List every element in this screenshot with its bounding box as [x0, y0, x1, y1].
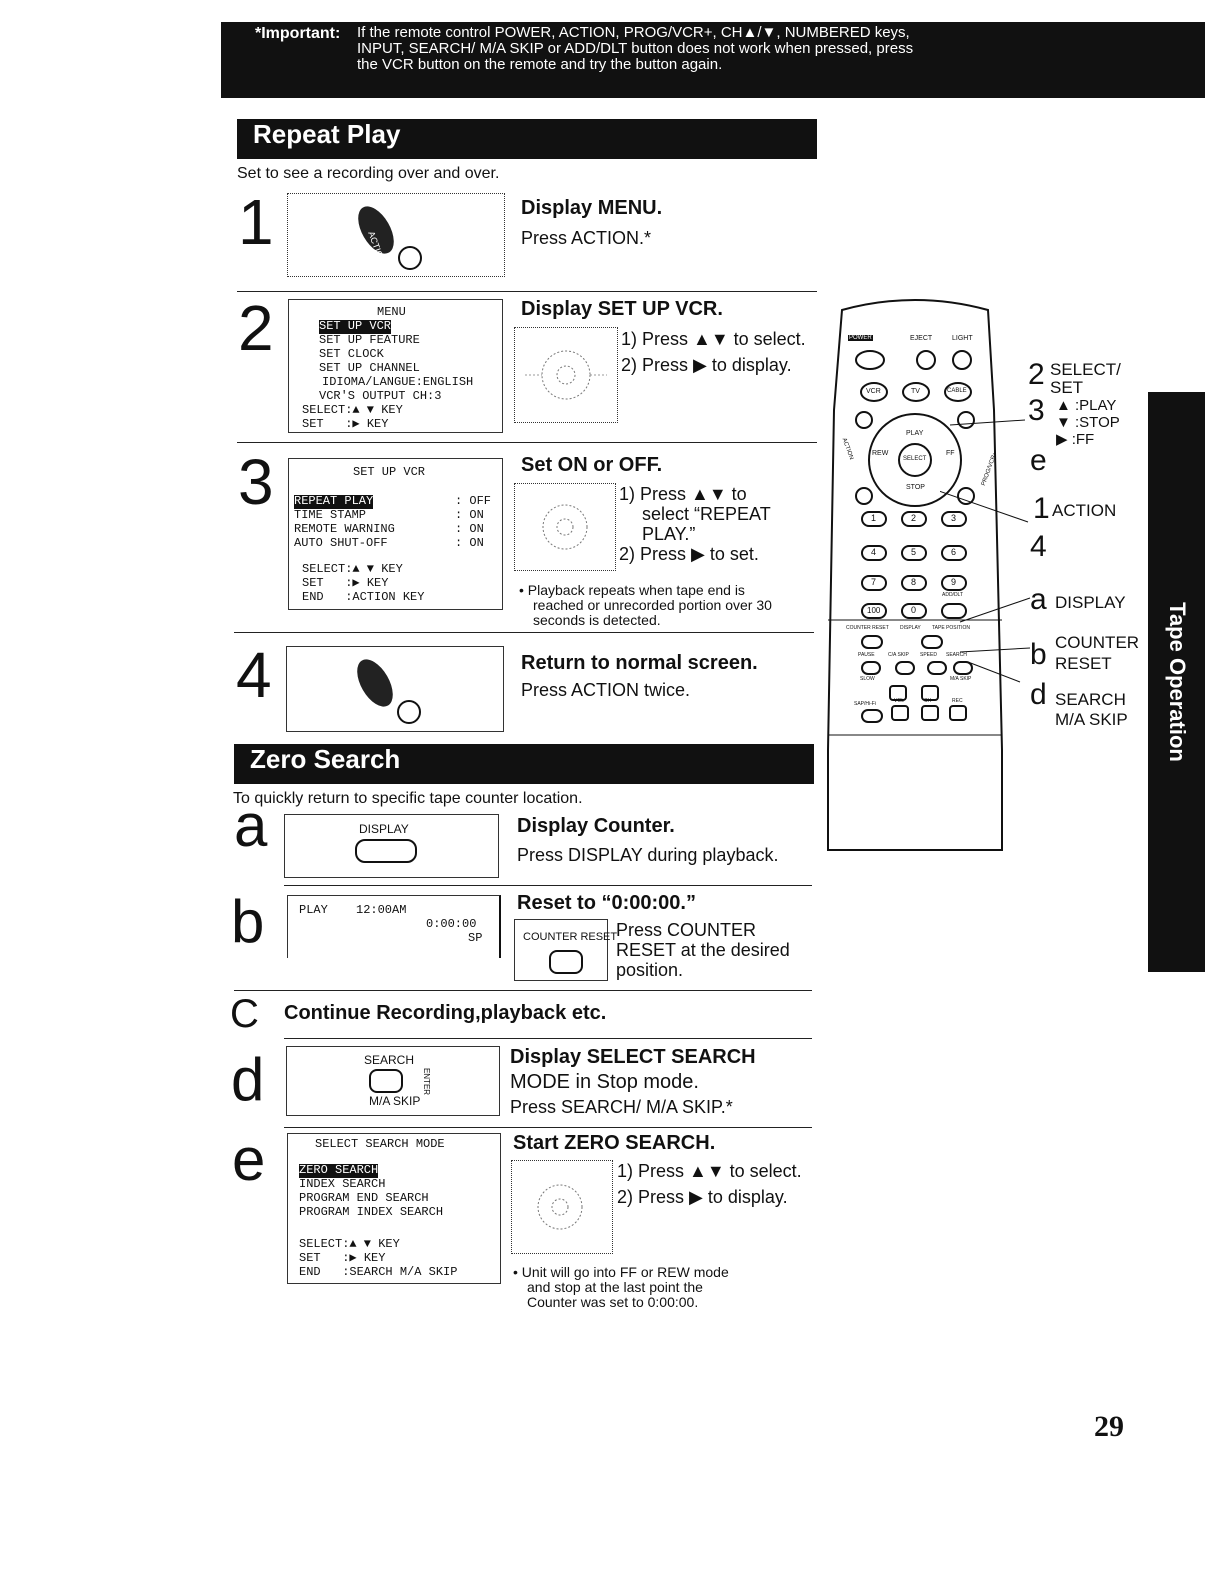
- screen-item: PROGRAM INDEX SEARCH: [299, 1205, 444, 1219]
- counter-reset-button-icon: [549, 950, 583, 974]
- screen-set-hint: SET :▶ KEY: [302, 576, 389, 590]
- callout-label: M/A SKIP: [1055, 710, 1128, 729]
- step-d-heading: MODE in Stop mode.: [510, 1071, 699, 1093]
- callout-label: RESET: [1055, 654, 1112, 673]
- callout-number: 4: [1030, 530, 1047, 563]
- screen-title: SET UP VCR: [353, 465, 426, 479]
- repeat-play-title-bar: [237, 119, 817, 159]
- dpad-label: REW: [872, 450, 889, 457]
- enter-label: ENTER: [422, 1067, 432, 1096]
- callout-label: ACTION: [1052, 501, 1117, 520]
- important-text: [357, 25, 1057, 73]
- callout-label: ▼ :STOP: [1056, 414, 1120, 431]
- callout-label: COUNTER: [1055, 633, 1140, 652]
- remote-label: LIGHT: [952, 335, 973, 342]
- remote-label: SEARCH: [946, 652, 967, 658]
- screen-item: SET CLOCK: [319, 347, 384, 361]
- side-tab-label: Tape Operation: [1164, 602, 1190, 762]
- step3-note: • Playback repeats when tape end is: [519, 582, 745, 598]
- select-search-mode-screen: [287, 1133, 501, 1284]
- set-up-vcr-screen: [288, 458, 503, 610]
- remote-side-label: ACTION: [840, 437, 855, 461]
- remote-label: PAUSE: [858, 652, 875, 658]
- callout-label: DISPLAY: [1055, 593, 1126, 612]
- dpad-icon: [515, 328, 617, 422]
- step-letter: d: [231, 1046, 265, 1113]
- remote-number: 5: [911, 547, 917, 557]
- button-label: COUNTER RESET: [523, 931, 618, 943]
- divider: [237, 291, 817, 292]
- callout-number: 3: [1028, 394, 1045, 427]
- remote-button-label: CABLE: [947, 388, 967, 394]
- screen-selected-item: ZERO SEARCH: [299, 1163, 379, 1177]
- step2-instruction: 2) Press ▶ to display.: [621, 355, 792, 375]
- menu-screen: [288, 299, 503, 433]
- callout-number: 1: [1033, 492, 1050, 525]
- side-tab: [1148, 392, 1205, 972]
- dpad-illustration: [511, 1160, 613, 1254]
- screen-item: VCR'S OUTPUT CH:3: [319, 389, 442, 403]
- counter-reset-button-illustration: [514, 919, 618, 981]
- callout-letter: e: [1030, 444, 1047, 477]
- step3-instruction: select “REPEAT: [642, 504, 771, 524]
- step-a-text: Press DISPLAY during playback.: [517, 845, 779, 865]
- step-b-text: Press COUNTER: [616, 920, 757, 940]
- step2-heading: Display SET UP VCR.: [521, 298, 723, 320]
- screen-set-hint: SET :▶ KEY: [302, 417, 389, 431]
- zero-search-title: Zero Search: [250, 744, 401, 774]
- remote-label: M/A SKIP: [950, 676, 972, 682]
- screen-speed: SP: [468, 931, 483, 945]
- step1-text: Press ACTION.*: [521, 228, 652, 248]
- screen-select-hint: SELECT:▲ ▼ KEY: [299, 1237, 400, 1251]
- step4-heading: Return to normal screen.: [521, 652, 758, 674]
- screen-item: REMOTE WARNING: [294, 522, 395, 536]
- remote-label: POWER: [849, 335, 872, 341]
- remote-label: SAP/Hi-Fi: [854, 701, 876, 707]
- screen-value: : ON: [455, 522, 484, 536]
- remote-button-label: TV: [911, 388, 920, 395]
- remote-label: EJECT: [910, 335, 933, 342]
- action-button-icon: [288, 194, 504, 276]
- screen-counter: 0:00:00: [426, 917, 477, 931]
- screen-item: IDIOMA/LANGUE:ENGLISH: [322, 375, 474, 389]
- dpad-label: STOP: [906, 484, 925, 491]
- action-button-illustration: [287, 193, 505, 277]
- screen-item: SET UP FEATURE: [319, 333, 420, 347]
- screen-item: PROGRAM END SEARCH: [299, 1191, 429, 1205]
- remote-number: 7: [871, 577, 877, 587]
- screen-value: : OFF: [455, 494, 492, 508]
- step1-heading: Display MENU.: [521, 197, 663, 219]
- step3-heading: Set ON or OFF.: [521, 454, 663, 476]
- remote-number: 6: [951, 547, 957, 557]
- important-banner: [221, 22, 1205, 98]
- important-label: *Important:: [255, 25, 341, 42]
- screen-item: INDEX SEARCH: [299, 1177, 386, 1191]
- step2-instruction: 1) Press ▲▼ to select.: [621, 329, 806, 349]
- screen-item: AUTO SHUT-OFF: [294, 536, 388, 550]
- step-number: 3: [238, 446, 274, 518]
- step3-instruction: PLAY.”: [642, 524, 696, 544]
- screen-selected-item: REPEAT PLAY: [294, 494, 374, 508]
- counter-screen: [287, 895, 501, 958]
- remote-number: 1: [871, 513, 877, 523]
- screen-value: : ON: [455, 536, 484, 550]
- callout-label: SELECT/: [1050, 360, 1121, 379]
- divider: [284, 885, 812, 886]
- search-button-icon: [369, 1069, 403, 1093]
- step3-instruction: 2) Press ▶ to set.: [619, 544, 759, 564]
- zero-search-intro: To quickly return to specific tape counter location.: [233, 790, 583, 807]
- callout-letter: d: [1030, 678, 1047, 711]
- callout-label: SET: [1050, 378, 1084, 397]
- display-button-illustration: [284, 814, 499, 878]
- remote-number: 100: [867, 606, 881, 615]
- divider: [237, 442, 817, 443]
- step-b-heading: Reset to “0:00:00.”: [517, 892, 696, 914]
- step-letter: e: [232, 1126, 266, 1193]
- step-d-heading: Display SELECT SEARCH: [510, 1046, 756, 1068]
- dpad-icon: [512, 1161, 612, 1253]
- button-sub-label: M/A SKIP: [369, 1094, 421, 1108]
- button-label: SEARCH: [364, 1053, 415, 1067]
- remote-number: 3: [951, 513, 957, 523]
- step-e-note: and stop at the last point the: [527, 1279, 703, 1295]
- remote-label: VOL: [894, 698, 905, 704]
- screen-item: TIME STAMP: [294, 508, 367, 522]
- step-b-text: position.: [616, 960, 684, 980]
- remote-label: ADD/DLT: [942, 592, 964, 598]
- search-button-illustration: [286, 1046, 500, 1116]
- callout-label: ▲ :PLAY: [1056, 397, 1117, 414]
- remote-number: 9: [951, 577, 957, 587]
- step3-instruction: 1) Press ▲▼ to: [619, 484, 747, 504]
- callout-letter: b: [1030, 638, 1047, 671]
- remote-label: REC: [952, 698, 963, 704]
- zero-search-title-bar: [234, 744, 814, 784]
- step-e-note: Counter was set to 0:00:00.: [527, 1294, 699, 1310]
- step4-text: Press ACTION twice.: [521, 680, 691, 700]
- button-label: DISPLAY: [359, 822, 409, 836]
- step-e-note: • Unit will go into FF or REW mode: [513, 1264, 729, 1280]
- remote-label: C/A SKIP: [888, 652, 909, 658]
- step-number: 4: [236, 639, 272, 711]
- dpad-label: SELECT: [903, 456, 927, 462]
- remote-label: TAPE POSITION: [932, 625, 970, 631]
- svg-text:ACTION: ACTION: [366, 229, 388, 266]
- screen-select-hint: SELECT:▲ ▼ KEY: [302, 403, 403, 417]
- step-number: 2: [238, 292, 274, 364]
- callout-number: 2: [1028, 358, 1045, 391]
- step-letter: a: [234, 792, 268, 859]
- dpad-label: FF: [946, 450, 955, 457]
- screen-title: SELECT SEARCH MODE: [315, 1137, 445, 1151]
- screen-value: : ON: [455, 508, 484, 522]
- callout-label: SEARCH: [1055, 690, 1126, 709]
- divider: [234, 990, 812, 991]
- remote-number: 4: [871, 547, 877, 557]
- screen-time: 12:00AM: [356, 903, 407, 917]
- remote-number: 2: [911, 513, 917, 523]
- dpad-label: PLAY: [906, 430, 924, 437]
- screen-end-hint: END :ACTION KEY: [302, 590, 425, 604]
- remote-number: 0: [911, 605, 917, 615]
- step-e-instruction: 2) Press ▶ to display.: [617, 1187, 788, 1207]
- remote-label: CH: [924, 698, 932, 704]
- repeat-play-intro: Set to see a recording over and over.: [237, 165, 500, 182]
- step-b-text: RESET at the desired: [616, 940, 790, 960]
- page-number: 29: [1094, 1410, 1124, 1443]
- dpad-icon: [515, 484, 615, 570]
- screen-play: PLAY: [299, 903, 328, 917]
- remote-label: DISPLAY: [900, 625, 921, 631]
- step-letter: C: [230, 992, 259, 1036]
- step-d-text: Press SEARCH/ M/A SKIP.*: [510, 1097, 733, 1117]
- step-e-heading: Start ZERO SEARCH.: [513, 1132, 716, 1154]
- important-line: If the remote control POWER, ACTION, PROG/VCR+, CH▲/▼, NUMBERED keys,: [357, 24, 910, 41]
- step-a-heading: Display Counter.: [517, 815, 675, 837]
- divider: [284, 1127, 812, 1128]
- step-c-heading: Continue Recording,playback etc.: [284, 1002, 607, 1024]
- divider: [234, 632, 814, 633]
- remote-label: SLOW: [860, 676, 875, 682]
- step-e-instruction: 1) Press ▲▼ to select.: [617, 1161, 802, 1181]
- remote-label: SPEED: [920, 652, 937, 658]
- screen-selected-item: SET UP VCR: [319, 319, 392, 333]
- divider: [284, 1038, 812, 1039]
- callout-letter: a: [1030, 583, 1047, 616]
- step-letter: b: [231, 888, 265, 955]
- screen-item: SET UP CHANNEL: [319, 361, 420, 375]
- important-line: the VCR button on the remote and try the button again.: [357, 56, 723, 73]
- remote-number: 8: [911, 577, 917, 587]
- dpad-illustration: [514, 327, 618, 423]
- dpad-illustration: [514, 483, 616, 571]
- callout-label: ▶ :FF: [1056, 431, 1095, 448]
- remote-button-label: VCR: [866, 388, 881, 395]
- step3-note: seconds is detected.: [533, 612, 661, 628]
- remote-side-label: PROG/VCR+: [980, 451, 999, 487]
- screen-title: MENU: [377, 305, 406, 319]
- step-number: 1: [238, 186, 274, 258]
- step3-note: reached or unrecorded portion over 30: [533, 597, 772, 613]
- remote-label: COUNTER RESET: [846, 625, 889, 631]
- important-line: INPUT, SEARCH/ M/A SKIP or ADD/DLT button does not work when pressed, press: [357, 40, 914, 57]
- display-button-icon: [355, 839, 417, 863]
- action-button-illustration: [286, 646, 504, 732]
- repeat-play-title: Repeat Play: [253, 119, 401, 149]
- screen-set-hint: SET :▶ KEY: [299, 1251, 386, 1265]
- action-button-icon: [287, 647, 503, 731]
- screen-select-hint: SELECT:▲ ▼ KEY: [302, 562, 403, 576]
- screen-end-hint: END :SEARCH M/A SKIP: [299, 1265, 458, 1279]
